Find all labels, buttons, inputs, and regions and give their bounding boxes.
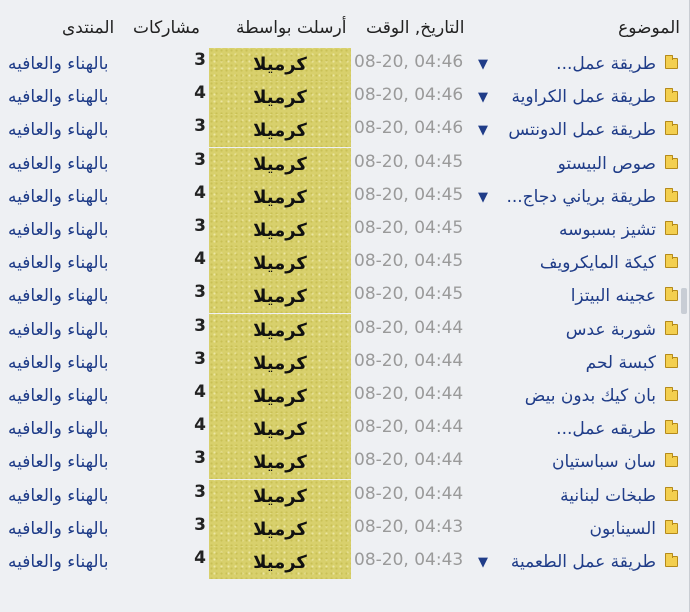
header-forum[interactable]: المنتدى	[62, 18, 115, 38]
post-count: 3	[194, 348, 206, 369]
forum-link[interactable]: بالهناء والعافيه	[8, 54, 109, 74]
post-datetime: 08-20, 04:46	[354, 85, 464, 106]
forum-link[interactable]: بالهناء والعافيه	[8, 386, 109, 406]
thread-subject-link[interactable]: طريقة عمل...	[556, 54, 656, 74]
header-datetime[interactable]: التاريخ, الوقت	[366, 18, 465, 38]
table-row	[0, 114, 690, 147]
folder-icon	[665, 58, 678, 69]
post-datetime: 08-20, 04:46	[354, 118, 464, 139]
thread-subject-link[interactable]: كيكة المايكرويف	[539, 253, 656, 274]
forum-link[interactable]: بالهناء والعافيه	[8, 352, 109, 373]
author-link[interactable]: كرميلا	[209, 114, 351, 147]
forum-link[interactable]: بالهناء والعافيه	[8, 220, 109, 240]
forum-link[interactable]: بالهناء والعافيه	[8, 286, 109, 307]
table-row	[0, 513, 690, 546]
thread-subject-link[interactable]: طريقة عمل الكراوية	[511, 87, 656, 108]
table-row	[0, 280, 690, 313]
forum-link[interactable]: بالهناء والعافيه	[8, 419, 109, 440]
folder-icon	[665, 390, 678, 401]
thread-subject-link[interactable]: عجينه البيتزا	[570, 286, 656, 307]
table-row	[0, 347, 690, 380]
post-datetime: 08-20, 04:44	[354, 417, 464, 438]
table-header	[0, 0, 690, 44]
post-count: 3	[194, 315, 206, 336]
table-row	[0, 181, 690, 214]
post-datetime: 08-20, 04:44	[354, 450, 464, 471]
forum-link[interactable]: بالهناء والعافيه	[8, 153, 109, 174]
thread-subject-link[interactable]: طريقه عمل...	[556, 419, 656, 440]
forum-link[interactable]: بالهناء والعافيه	[8, 452, 109, 473]
folder-icon	[665, 124, 678, 135]
author-link[interactable]: كرميلا	[209, 446, 351, 479]
author-link[interactable]: كرميلا	[209, 81, 351, 114]
post-count: 3	[194, 448, 206, 469]
forum-link[interactable]: بالهناء والعافيه	[8, 552, 109, 572]
author-link[interactable]: كرميلا	[209, 247, 351, 280]
post-count: 4	[194, 83, 206, 104]
post-count: 4	[194, 415, 206, 436]
author-link[interactable]: كرميلا	[209, 314, 351, 347]
forum-link[interactable]: بالهناء والعافيه	[8, 186, 109, 207]
folder-icon	[665, 490, 678, 501]
folder-icon	[665, 91, 678, 102]
post-count: 3	[194, 50, 206, 70]
table-row	[0, 148, 690, 181]
post-count: 3	[194, 116, 206, 137]
post-datetime: 08-20, 04:43	[354, 550, 464, 570]
post-count: 3	[194, 481, 206, 502]
header-posts[interactable]: مشاركات	[133, 18, 200, 38]
folder-icon	[665, 456, 678, 467]
forum-link[interactable]: بالهناء والعافيه	[8, 253, 109, 274]
author-link[interactable]: كرميلا	[209, 513, 351, 546]
thread-subject-link[interactable]: بان كيك بدون بيض	[524, 386, 656, 406]
post-datetime: 08-20, 04:45	[354, 251, 464, 272]
thread-subject-link[interactable]: طريقة برياني دجاج...	[506, 186, 656, 207]
post-count: 3	[194, 149, 206, 170]
folder-icon	[665, 290, 678, 301]
folder-icon	[665, 191, 678, 202]
thread-subject-link[interactable]: صوص البيستو	[557, 153, 656, 174]
thread-subject-link[interactable]: شوربة عدس	[565, 319, 656, 340]
post-datetime: 08-20, 04:45	[354, 284, 464, 305]
post-count: 4	[194, 548, 206, 568]
post-datetime: 08-20, 04:44	[354, 317, 464, 338]
table-row	[0, 546, 690, 579]
table-row	[0, 247, 690, 280]
author-link[interactable]: كرميلا	[209, 214, 351, 247]
post-datetime: 08-20, 04:44	[354, 350, 464, 371]
forum-link[interactable]: بالهناء والعافيه	[8, 485, 109, 506]
author-link[interactable]: كرميلا	[209, 347, 351, 380]
thread-subject-link[interactable]: سان سباستيان	[551, 452, 656, 473]
post-datetime: 08-20, 04:44	[354, 384, 464, 404]
post-datetime: 08-20, 04:45	[354, 184, 464, 205]
table-row	[0, 480, 690, 513]
header-subject[interactable]: الموضوع	[618, 18, 680, 38]
author-link[interactable]: كرميلا	[209, 380, 351, 413]
post-datetime: 08-20, 04:43	[354, 516, 464, 537]
author-link[interactable]: كرميلا	[209, 480, 351, 513]
thread-subject-link[interactable]: طبخات لبنانية	[560, 485, 656, 506]
dropdown-arrow-icon[interactable]: ▼	[478, 555, 488, 570]
author-link[interactable]: كرميلا	[209, 546, 351, 579]
thread-subject-link[interactable]: طريقة عمل الدونتس	[508, 120, 656, 141]
forum-link[interactable]: بالهناء والعافيه	[8, 87, 109, 108]
dropdown-arrow-icon[interactable]: ▼	[478, 189, 488, 205]
author-link[interactable]: كرميلا	[209, 48, 351, 81]
post-count: 4	[194, 249, 206, 270]
post-count: 4	[194, 382, 206, 402]
folder-icon	[665, 224, 678, 235]
post-datetime: 08-20, 04:45	[354, 218, 464, 238]
folder-icon	[665, 357, 678, 368]
folder-icon	[665, 556, 678, 567]
forum-link[interactable]: بالهناء والعافيه	[8, 319, 109, 340]
thread-subject-link[interactable]: طريقة عمل الطعمية	[510, 552, 656, 572]
dropdown-arrow-icon[interactable]: ▼	[478, 90, 488, 106]
author-link[interactable]: كرميلا	[209, 280, 351, 313]
forum-link[interactable]: بالهناء والعافيه	[8, 120, 109, 141]
folder-icon	[665, 423, 678, 434]
dropdown-arrow-icon[interactable]: ▼	[478, 123, 488, 139]
dropdown-arrow-icon[interactable]: ▼	[478, 57, 488, 72]
table-row	[0, 314, 690, 347]
table-row	[0, 214, 690, 247]
forum-link[interactable]: بالهناء والعافيه	[8, 518, 109, 539]
table-row	[0, 413, 690, 446]
post-count: 3	[194, 514, 206, 535]
post-count: 3	[194, 282, 206, 303]
thread-subject-link[interactable]: تشيز بسبوسه	[559, 220, 656, 240]
author-link[interactable]: كرميلا	[209, 181, 351, 214]
table-row	[0, 48, 690, 81]
post-datetime: 08-20, 04:46	[354, 52, 464, 72]
table-row	[0, 81, 690, 114]
post-datetime: 08-20, 04:44	[354, 483, 464, 504]
post-count: 4	[194, 182, 206, 203]
author-link[interactable]: كرميلا	[209, 413, 351, 446]
post-datetime: 08-20, 04:45	[354, 151, 464, 172]
table-row	[0, 446, 690, 479]
header-posted-by[interactable]: أرسلت بواسطة	[236, 18, 347, 38]
folder-icon	[665, 523, 678, 534]
thread-subject-link[interactable]: السينابون	[589, 518, 656, 539]
folder-icon	[665, 324, 678, 335]
table-row	[0, 380, 690, 413]
thread-subject-link[interactable]: كبسة لحم	[585, 352, 656, 373]
post-count: 3	[194, 216, 206, 236]
author-link[interactable]: كرميلا	[209, 148, 351, 181]
folder-icon	[665, 257, 678, 268]
folder-icon	[665, 158, 678, 169]
